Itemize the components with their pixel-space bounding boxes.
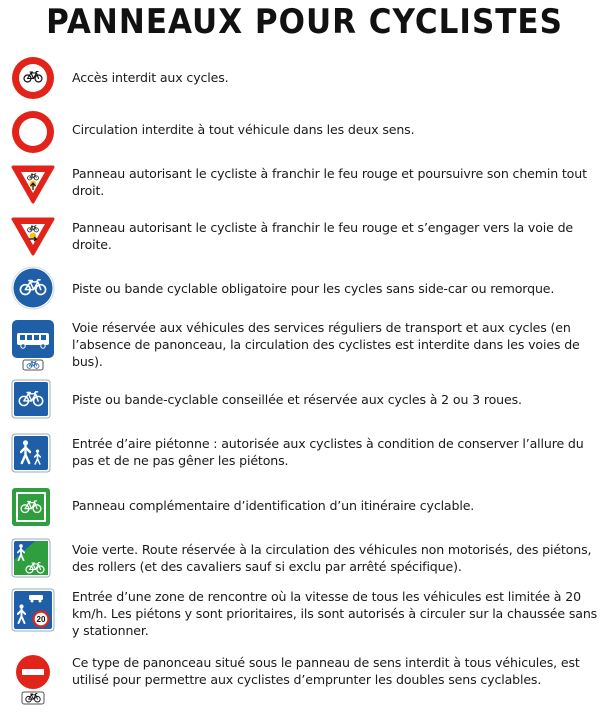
cycle-route-sign-icon — [11, 487, 55, 531]
meeting-zone-20-sign-icon — [11, 588, 55, 632]
no-vehicles-sign-icon — [11, 110, 55, 154]
no-entry-except-bicycles-sign-icon — [11, 654, 55, 698]
no-bicycles-sign-icon — [11, 56, 55, 100]
greenway-sign-icon — [11, 538, 55, 582]
sign-description: Piste ou bande-cyclable conseillée et réservée aux cycles à 2 ou 3 roues. — [72, 392, 522, 407]
sign-description: Piste ou bande cyclable obligatoire pour les cycles sans side-car ou remorque. — [72, 281, 555, 296]
sign-description: Panneau complémentaire d’identification d’un itinéraire cyclable. — [72, 498, 475, 513]
sign-description: Ce type de panonceau situé sous le panneau de sens interdit à tous véhicules, est utilisé pour permettre aux cyclistes d’emprunter les doubles sens cyclables. — [72, 655, 580, 687]
recommended-cycle-path-sign-icon — [11, 379, 55, 423]
sign-description: Panneau autorisant le cycliste à franchir le feu rouge et s’engager vers la voie de droite. — [72, 220, 574, 252]
sign-description: Voie réservée aux véhicules des services réguliers de transport et aux cycles (en l’absence de panonceau, la circulation des cyclistes est interdite dans les voies de bus). — [72, 320, 580, 369]
sign-description: Entrée d’aire piétonne : autorisée aux cyclistes à condition de conserver l’allure du pas et de ne pas gêner les piétons. — [72, 436, 584, 468]
cyclist-red-light-right-sign-icon — [11, 216, 55, 260]
cyclist-red-light-straight-sign-icon — [11, 164, 55, 208]
mandatory-cycle-path-sign-icon — [11, 266, 55, 310]
sign-description: Accès interdit aux cycles. — [72, 70, 229, 85]
bus-and-cycle-lane-sign-icon — [11, 319, 55, 363]
sign-description: Voie verte. Route réservée à la circulation des véhicules non motorisés, des piétons, des rollers (et des cavaliers sauf si exclu par arrêté spécifique). — [72, 542, 592, 574]
sign-description: Entrée d’une zone de rencontre où la vitesse de tous les véhicules est limitée à 20 km/h. Les piétons y sont prioritaires, ils sont autorisés à circuler sur la chaussée sans y stationner. — [72, 589, 598, 638]
speed-limit-value: 20 — [36, 615, 46, 624]
pedestrian-zone-sign-icon — [11, 433, 55, 477]
sign-description: Panneau autorisant le cycliste à franchir le feu rouge et poursuivre son chemin tout droit. — [72, 166, 587, 198]
page-title: PANNEAUX POUR CYCLISTES — [46, 2, 563, 42]
sign-description: Circulation interdite à tout véhicule dans les deux sens. — [72, 122, 415, 137]
